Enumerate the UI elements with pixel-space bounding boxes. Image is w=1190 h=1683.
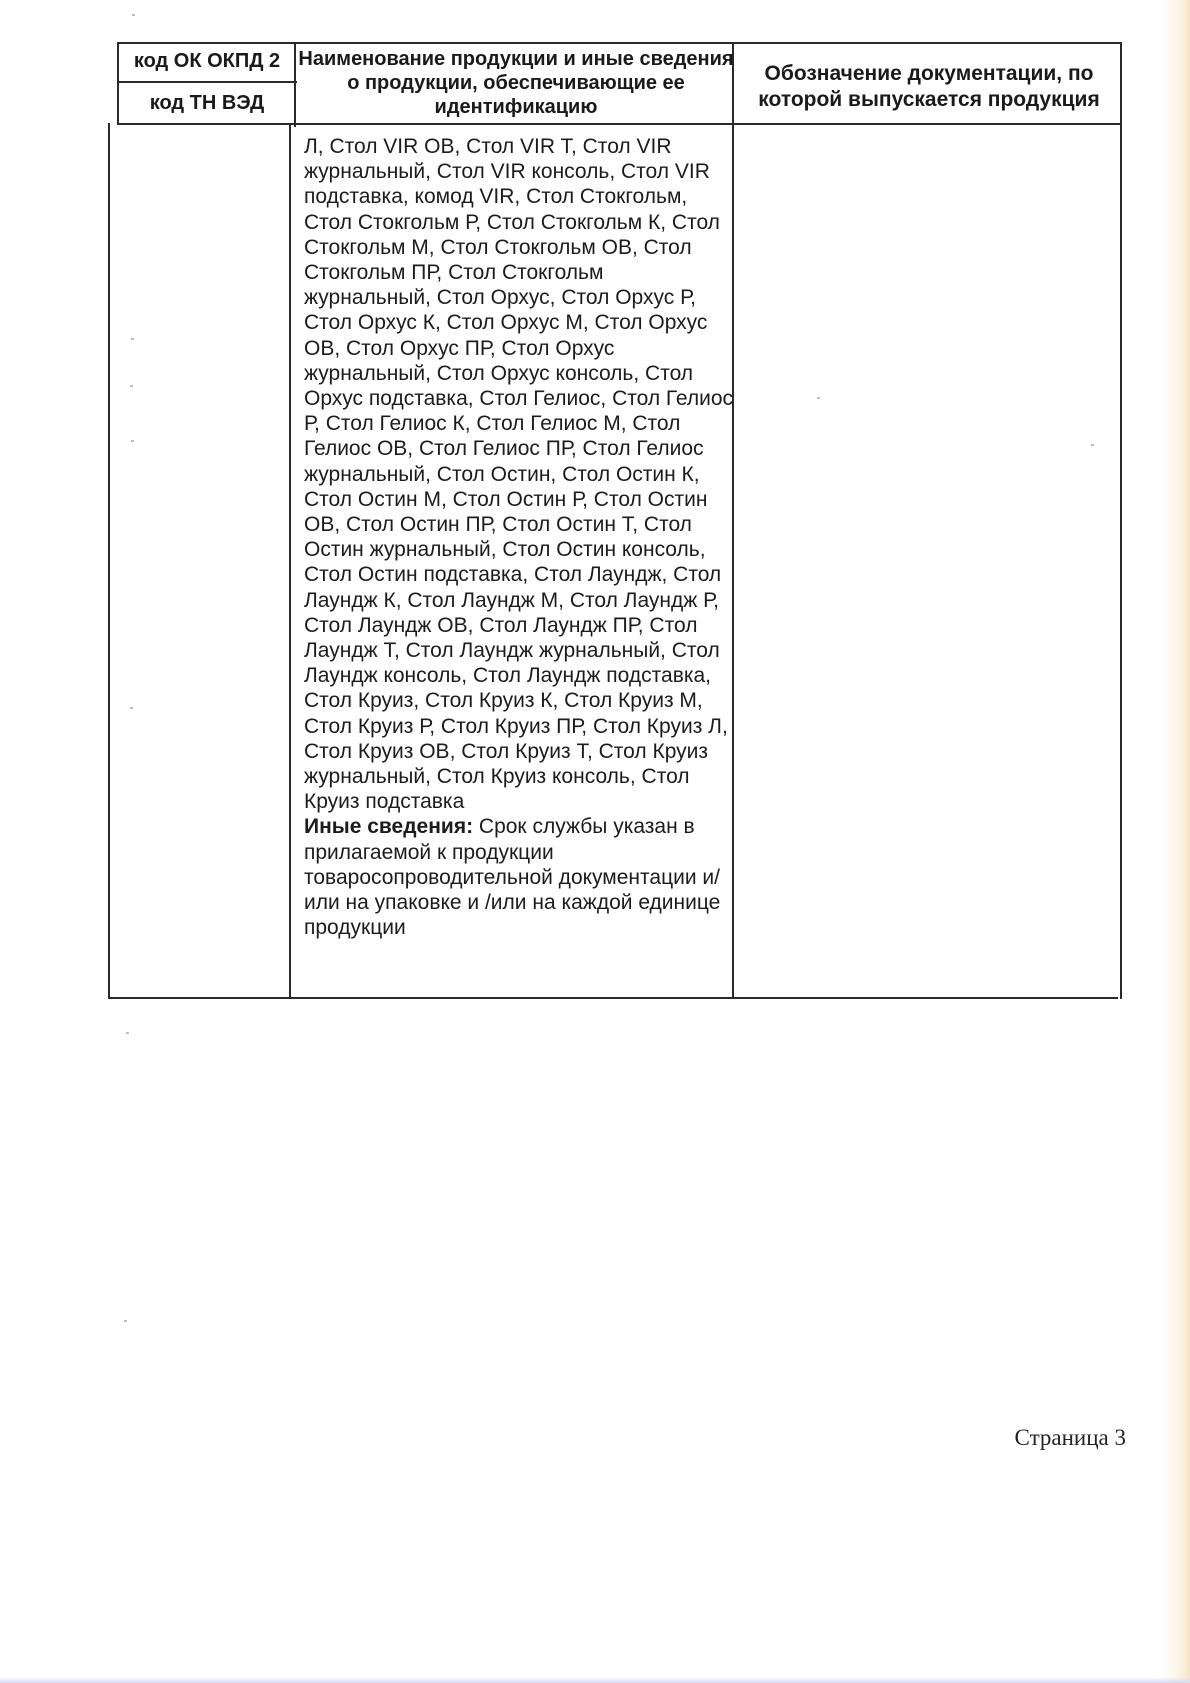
scan-speck [131,440,134,442]
right-border [1120,42,1122,999]
header-product-name: Наименование продукции и иные сведения о продукции, обеспечивающие ее идентификацию [298,48,734,118]
scan-edge-shadow [1160,0,1190,1683]
column-divider-1-body [289,123,291,999]
scan-bottom-edge [0,1677,1190,1683]
other-info-text: Срок службы указан в прилагаемой к продукции товаросопроводительной документации и/или на упаковке и /или на каждой единице продукции [304,815,721,940]
scan-speck [131,338,134,340]
product-list: Л, Стол VIR OB, Стол VIR T, Стол VIR журнальный, Стол VIR консоль, Стол VIR подставка, комод VIR, Стол Стокгольм, Стол Стокгольм Р, Стол Стокгольм К, Стол Стокгольм М, Стол Стокгольм ОВ, Стол Стокгольм ПР, Стол Стокгольм журнальный, Стол Орхус, Стол Орхус Р, Стол Орхус К, Стол Орхус М, Стол Орхус ОВ, Стол Орхус ПР, Стол Орхус журнальный, Стол Орхус консоль, Стол Орхус подставка, Стол Гелиос, Стол Гелиос Р, Стол Гелиос К, Стол Гелиос М, Стол Гелиос ОВ, Стол Гелиос ПР, Стол Гелиос журнальный, Стол Остин, Стол Остин К, Стол Остин М, Стол Остин Р, Стол Остин ОВ, Стол Остин ПР, Стол Остин Т, Стол Остин журнальный, Стол Остин консоль, Стол Остин подставка, Стол Лаундж, Стол Лаундж К, Стол Лаундж М, Стол Лаундж Р, Стол Лаундж ОВ, Стол Лаундж ПР, Стол Лаундж Т, Стол Лаундж журнальный, Стол Лаундж консоль, Стол Лаундж подставка, Стол Круиз, Стол Круиз К, Стол Круиз М, Стол Круиз Р, Стол Круиз ПР, Стол Круиз Л, Стол Круиз ОВ, Стол Круиз Т, Стол Круиз журнальный, Стол Круиз консоль, Стол Круиз подставка [304,135,734,814]
other-info [304,814,734,940]
header-code-okpd: код ОК ОКПД 2 [133,50,281,72]
scan-speck [130,385,133,387]
header-bottom-border [117,123,1122,125]
left-border-body [108,123,110,999]
scan-speck [124,1320,127,1322]
header-code-tnved: код ТН ВЭД [149,92,265,114]
header-documentation: Обозначение документации, по которой выпускается продукция [758,62,1100,111]
table-top-border [117,42,1122,44]
table-bottom-border [108,997,1118,999]
product-description-cell [304,134,734,941]
scan-speck [126,1032,129,1034]
header-code-divider [117,81,297,83]
page-number: Страница 3 [1014,1425,1126,1450]
scan-speck [1091,444,1094,446]
scan-speck [130,707,133,709]
other-info-label: Иные сведения: [304,815,474,839]
scan-speck [132,14,135,16]
scan-speck [817,397,820,399]
